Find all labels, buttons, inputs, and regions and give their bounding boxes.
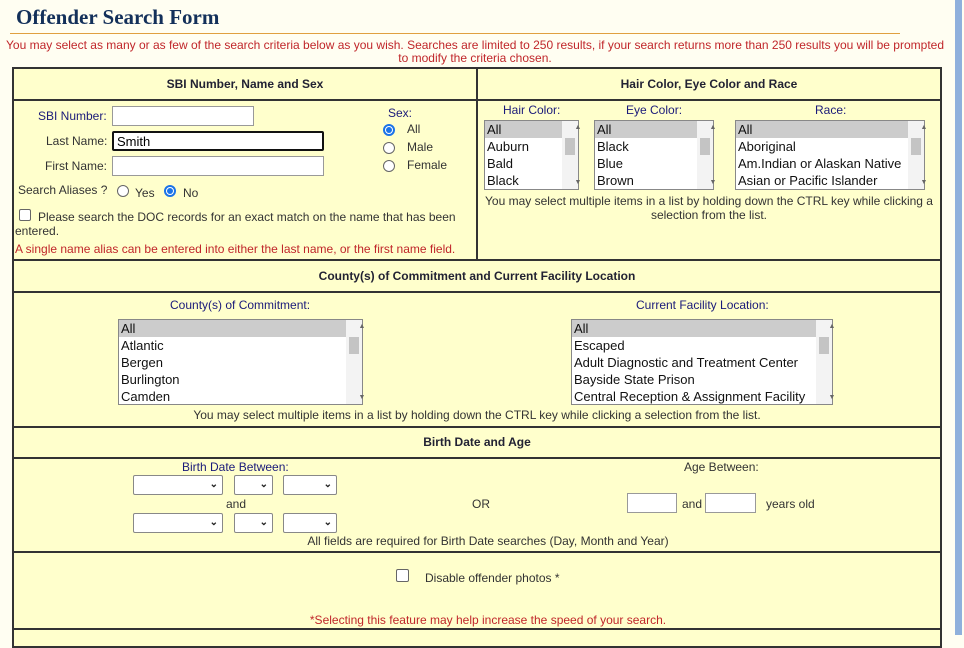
list-option[interactable]: Central Reception & Assignment Facility bbox=[574, 389, 806, 404]
list-scrollbar[interactable] bbox=[697, 121, 717, 189]
birth-to-year-select[interactable]: ⌄ bbox=[283, 513, 337, 533]
sex-male-radio[interactable] bbox=[383, 142, 395, 154]
county-list[interactable] bbox=[118, 319, 366, 405]
years-old-label: years old bbox=[766, 497, 815, 511]
scroll-thumb[interactable] bbox=[700, 138, 710, 155]
age-label: Age Between: bbox=[684, 460, 759, 474]
scroll-up-icon[interactable]: ▲ bbox=[358, 323, 366, 330]
first-name-label: First Name: bbox=[45, 159, 108, 173]
list-option[interactable]: Burlington bbox=[121, 372, 180, 387]
aliases-no-label: No bbox=[183, 186, 199, 200]
scroll-thumb[interactable] bbox=[565, 138, 575, 155]
intro-text: You may select as many or as few of the search criteria below as you wish. Searches are limited to 250 results, if your search returns more than 250 results you will be prompted to modify the criteria chosen. bbox=[6, 38, 944, 65]
sex-label: Sex: bbox=[388, 106, 413, 120]
section-header-birth: Birth Date and Age bbox=[12, 426, 942, 459]
scroll-up-icon[interactable]: ▲ bbox=[709, 124, 717, 131]
race-label: Race: bbox=[815, 103, 847, 117]
scroll-up-icon[interactable]: ▲ bbox=[920, 124, 928, 131]
sbi-input[interactable] bbox=[112, 106, 254, 126]
last-name-input[interactable] bbox=[112, 131, 324, 151]
list-option[interactable]: Bergen bbox=[121, 355, 163, 370]
facility-label: Current Facility Location: bbox=[636, 298, 769, 312]
sex-all-radio[interactable] bbox=[383, 124, 395, 136]
exact-match-label: Please search the DOC records for an exact match on the name that has been entered. bbox=[15, 210, 456, 238]
birth-to-month-select[interactable]: ⌄ bbox=[133, 513, 223, 533]
scroll-thumb[interactable] bbox=[819, 337, 829, 354]
multi-select-note-2: You may select multiple items in a list by holding down the CTRL key while clicking a selection from the list. bbox=[193, 408, 761, 422]
list-option[interactable]: Bayside State Prison bbox=[574, 372, 695, 387]
scroll-thumb[interactable] bbox=[911, 138, 921, 155]
eye-color-list[interactable] bbox=[594, 120, 717, 190]
hair-color-label: Hair Color: bbox=[503, 103, 561, 117]
list-option[interactable]: Adult Diagnostic and Treatment Center bbox=[574, 355, 799, 370]
list-scrollbar[interactable] bbox=[816, 320, 836, 404]
sbi-label: SBI Number: bbox=[38, 109, 107, 123]
list-option[interactable]: Auburn bbox=[487, 139, 529, 154]
birth-from-month-select[interactable]: ⌄ bbox=[133, 475, 223, 495]
page-title: Offender Search Form bbox=[16, 5, 220, 29]
scroll-down-icon[interactable]: ▼ bbox=[574, 179, 582, 186]
list-option[interactable]: Black bbox=[487, 173, 519, 188]
scroll-up-icon[interactable]: ▲ bbox=[574, 124, 582, 131]
sex-female-radio[interactable] bbox=[383, 160, 395, 172]
birth-to-day-select[interactable]: ⌄ bbox=[234, 513, 273, 533]
scroll-up-icon[interactable]: ▲ bbox=[828, 323, 836, 330]
next-section bbox=[12, 628, 942, 648]
list-option[interactable]: Am.Indian or Alaskan Native bbox=[738, 156, 902, 171]
birth-and-label: and bbox=[226, 497, 247, 511]
aliases-label: Search Aliases ? bbox=[18, 183, 108, 197]
list-option[interactable]: Camden bbox=[121, 389, 171, 404]
list-option[interactable]: Aboriginal bbox=[738, 139, 796, 154]
list-option[interactable]: All bbox=[485, 121, 578, 138]
list-option[interactable]: Blue bbox=[597, 156, 624, 171]
list-option[interactable]: Bald bbox=[487, 156, 514, 171]
facility-list[interactable] bbox=[571, 319, 836, 405]
list-scrollbar[interactable] bbox=[908, 121, 928, 189]
list-option[interactable]: Escaped bbox=[574, 338, 625, 353]
eye-color-label: Eye Color: bbox=[626, 103, 683, 117]
age-from-input[interactable] bbox=[627, 493, 677, 513]
birth-from-year-select[interactable]: ⌄ bbox=[283, 475, 337, 495]
photos-note: *Selecting this feature may help increase the speed of your search. bbox=[309, 613, 667, 627]
last-name-label: Last Name: bbox=[46, 134, 108, 148]
list-option[interactable]: Brown bbox=[597, 173, 634, 188]
county-label: County(s) of Commitment: bbox=[170, 298, 311, 312]
section-header-county: County(s) of Commitment and Current Facility Location bbox=[12, 259, 942, 293]
title-rule bbox=[10, 33, 900, 34]
multi-select-note-1: You may select multiple items in a list by holding down the CTRL key while clicking a selection from the list. bbox=[485, 194, 933, 222]
section-header-sbi: SBI Number, Name and Sex bbox=[12, 67, 478, 101]
birth-note: All fields are required for Birth Date searches (Day, Month and Year) bbox=[307, 534, 669, 548]
birth-from-day-select[interactable]: ⌄ bbox=[234, 475, 273, 495]
age-and-label: and bbox=[682, 497, 703, 511]
aliases-yes-radio[interactable] bbox=[117, 185, 129, 197]
scroll-down-icon[interactable]: ▼ bbox=[709, 179, 717, 186]
list-option[interactable]: Asian or Pacific Islander bbox=[738, 173, 878, 188]
scroll-down-icon[interactable]: ▼ bbox=[358, 394, 366, 401]
scroll-down-icon[interactable]: ▼ bbox=[828, 394, 836, 401]
list-option[interactable]: All bbox=[595, 121, 713, 138]
aliases-no-radio[interactable] bbox=[164, 185, 176, 197]
section-header-hair: Hair Color, Eye Color and Race bbox=[476, 67, 942, 101]
disable-photos-label: Disable offender photos * bbox=[425, 571, 560, 585]
list-option[interactable]: All bbox=[572, 320, 832, 337]
sex-female-label: Female bbox=[407, 158, 448, 172]
list-option[interactable]: All bbox=[119, 320, 362, 337]
birth-date-label: Birth Date Between: bbox=[182, 460, 289, 474]
first-name-input[interactable] bbox=[112, 156, 324, 176]
sex-all-label: All bbox=[407, 122, 421, 136]
sex-male-label: Male bbox=[407, 140, 434, 154]
age-to-input[interactable] bbox=[705, 493, 756, 513]
list-scrollbar[interactable] bbox=[346, 320, 366, 404]
scroll-down-icon[interactable]: ▼ bbox=[920, 179, 928, 186]
hair-color-list[interactable] bbox=[484, 120, 582, 190]
aliases-yes-label: Yes bbox=[135, 186, 155, 200]
list-option[interactable]: All bbox=[736, 121, 924, 138]
list-scrollbar[interactable] bbox=[562, 121, 582, 189]
disable-photos-checkbox[interactable] bbox=[396, 569, 409, 582]
list-option[interactable]: Black bbox=[597, 139, 629, 154]
race-list[interactable] bbox=[735, 120, 928, 190]
or-label: OR bbox=[472, 497, 490, 511]
list-option[interactable]: Atlantic bbox=[121, 338, 164, 353]
scroll-thumb[interactable] bbox=[349, 337, 359, 354]
alias-note: A single name alias can be entered into either the last name, or the first name field. bbox=[15, 242, 456, 256]
